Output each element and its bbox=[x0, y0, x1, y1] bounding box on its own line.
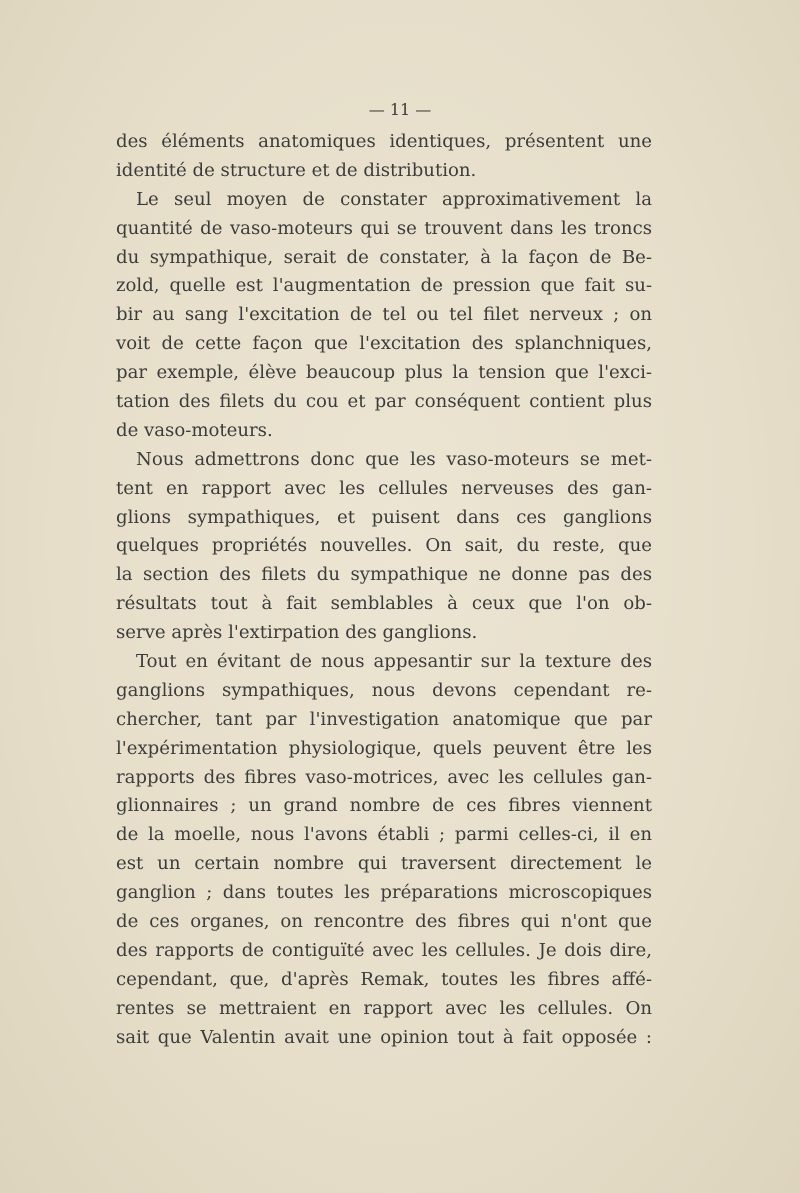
text-line: de ces organes, on rencontre des fibres qui n'ont que bbox=[116, 911, 652, 933]
text-line: Tout en évitant de nous appesantir sur la texture des bbox=[136, 651, 652, 673]
text-line: de vaso-moteurs. bbox=[116, 419, 273, 441]
text-line: du sympathique, serait de constater, à la façon de Be- bbox=[116, 246, 652, 268]
page-number: — 11 — bbox=[368, 100, 432, 119]
text-line: l'expérimentation physiologique, quels peuvent être les bbox=[116, 737, 652, 759]
text-line: est un certain nombre qui traversent directement le bbox=[116, 853, 652, 875]
text-line: de la moelle, nous l'avons établi ; parmi celles-ci, il en bbox=[116, 824, 652, 846]
text-line: par exemple, élève beaucoup plus la tension que l'exci- bbox=[116, 362, 652, 384]
text-line: rentes se mettraient en rapport avec les cellules. On bbox=[116, 997, 652, 1019]
text-line: rapports des fibres vaso-motrices, avec les cellules gan- bbox=[116, 766, 652, 788]
text-line: tent en rapport avec les cellules nerveuses des gan- bbox=[116, 477, 652, 499]
text-line: quelques propriétés nouvelles. On sait, du reste, que bbox=[116, 535, 652, 557]
text-line: cependant, que, d'après Remak, toutes les fibres affé- bbox=[116, 968, 652, 990]
text-line: voit de cette façon que l'excitation des splanchniques, bbox=[116, 333, 652, 355]
text-line: identité de structure et de distribution. bbox=[116, 159, 477, 181]
text-line: sait que Valentin avait une opinion tout à fait opposée : bbox=[116, 1026, 652, 1048]
text-line: ganglions sympathiques, nous devons cependant re- bbox=[116, 679, 652, 701]
text-line: serve après l'extirpation des ganglions. bbox=[116, 622, 478, 644]
text-line: bir au sang l'excitation de tel ou tel filet nerveux ; on bbox=[116, 304, 652, 326]
text-line: ganglion ; dans toutes les préparations microscopiques bbox=[116, 882, 652, 904]
text-line: résultats tout à fait semblables à ceux que l'on ob- bbox=[116, 593, 652, 615]
text-line: des rapports de contiguïté avec les cellules. Je dois dire, bbox=[116, 939, 652, 961]
text-line: zold, quelle est l'augmentation de pression que fait su- bbox=[116, 275, 652, 297]
text-line: glions sympathiques, et puisent dans ces ganglions bbox=[116, 506, 652, 528]
text-line: Le seul moyen de constater approximativement la bbox=[136, 188, 652, 210]
text-line: tation des filets du cou et par conséquent contient plus bbox=[116, 391, 652, 413]
text-line: chercher, tant par l'investigation anatomique que par bbox=[116, 708, 652, 730]
text-line: la section des filets du sympathique ne donne pas des bbox=[116, 564, 652, 586]
body-text bbox=[116, 128, 652, 1053]
text-line: Nous admettrons donc que les vaso-moteurs se met- bbox=[136, 448, 652, 470]
text-line: glionnaires ; un grand nombre de ces fibres viennent bbox=[116, 795, 652, 817]
text-line: quantité de vaso-moteurs qui se trouvent dans les troncs bbox=[116, 217, 652, 239]
text-line: des éléments anatomiques identiques, présentent une bbox=[116, 131, 652, 152]
